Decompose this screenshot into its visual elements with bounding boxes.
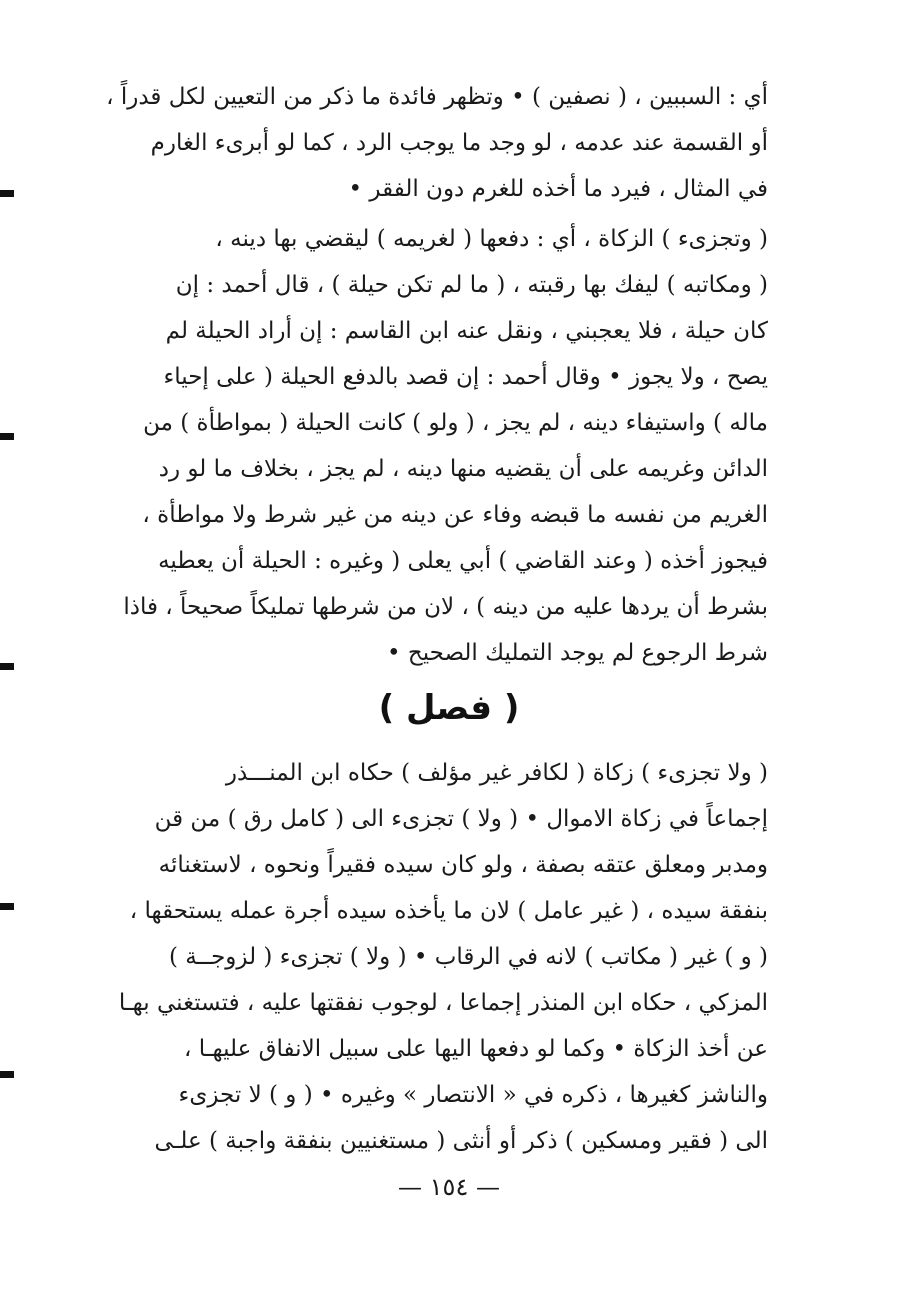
text-line: الغريم من نفسه ما قبضه وفاء عن دينه من غير شرط ولا مواطأة ، <box>142 502 768 528</box>
text-line: يصح ، ولا يجوز • وقال أحمد : إن قصد بالدفع الحيلة ( على إحياء <box>163 364 768 390</box>
text-line: ( ومكاتبه ) ليفك بها رقبته ، ( ما لم تكن حيلة ) ، قال أحمد : إن <box>175 272 768 298</box>
text-line: والناشز كغيرها ، ذكره في « الانتصار » وغيره • ( و ) لا تجزىء <box>178 1082 768 1108</box>
text-line: المزكي ، حكاه ابن المنذر إجماعا ، لوجوب نفقتها عليه ، فتستغني بهـا <box>118 990 768 1016</box>
text-line: أي : السببين ، ( نصفين ) • وتظهر فائدة ما ذكر من التعيين لكل قدراً ، <box>106 84 768 110</box>
text-line: إجماعاً في زكاة الاموال • ( ولا ) تجزىء الى ( كامل رق ) من قن <box>154 806 768 832</box>
paragraph-1 <box>100 74 768 212</box>
text-line: ومدبر ومعلق عتقه بصفة ، ولو كان سيده فقيراً ونحوه ، لاستغنائه <box>158 852 768 878</box>
left-edge-mark <box>0 903 14 910</box>
text-line: ( و ) غير ( مكاتب ) لانه في الرقاب • ( ولا ) تجزىء ( لزوجــة ) <box>169 944 768 970</box>
text-line: كان حيلة ، فلا يعجبني ، ونقل عنه ابن القاسم : إن أراد الحيلة لم <box>165 318 768 344</box>
text-line: في المثال ، فيرد ما أخذه للغرم دون الفقر • <box>348 176 768 202</box>
text-line: فيجوز أخذه ( وعند القاضي ) أبي يعلى ( وغيره : الحيلة أن يعطيه <box>158 548 768 574</box>
paragraph-3 <box>100 750 768 1164</box>
text-line: أو القسمة عند عدمه ، لو وجد ما يوجب الرد ، كما لو أبرىء الغارم <box>150 130 768 156</box>
section-heading: ( فصل ) <box>378 688 520 728</box>
text-line: شرط الرجوع لم يوجد التمليك الصحيح • <box>386 640 768 666</box>
text-line: عن أخذ الزكاة • وكما لو دفعها اليها على سبيل الانفاق عليهـا ، <box>184 1036 768 1062</box>
left-edge-mark <box>0 433 14 440</box>
text-line: الدائن وغريمه على أن يقضيه منها دينه ، لم يجز ، بخلاف ما لو رد <box>158 456 768 482</box>
left-edge-mark <box>0 1071 14 1078</box>
text-line: بنفقة سيده ، ( غير عامل ) لان ما يأخذه سيده أجرة عمله يستحقها ، <box>129 898 768 924</box>
left-edge-mark <box>0 190 14 197</box>
page-number: — ١٥٤ — <box>398 1173 500 1201</box>
text-line: الى ( فقير ومسكين ) ذكر أو أنثى ( مستغنيين بنفقة واجبة ) علـى <box>154 1128 768 1154</box>
left-edge-mark <box>0 663 14 670</box>
text-line: ( وتجزىء ) الزكاة ، أي : دفعها ( لغريمه ) ليقضي بها دينه ، <box>215 226 768 252</box>
paragraph-2 <box>100 216 768 676</box>
text-line: ماله ) واستيفاء دينه ، لم يجز ، ( ولو ) كانت الحيلة ( بمواطأة ) من <box>143 410 768 436</box>
text-line: ( ولا تجزىء ) زكاة ( لكافر غير مؤلف ) حكاه ابن المنـــذر <box>225 760 768 786</box>
text-line: بشرط أن يردها عليه من دينه ) ، لان من شرطها تمليكاً صحيحاً ، فاذا <box>123 594 768 620</box>
